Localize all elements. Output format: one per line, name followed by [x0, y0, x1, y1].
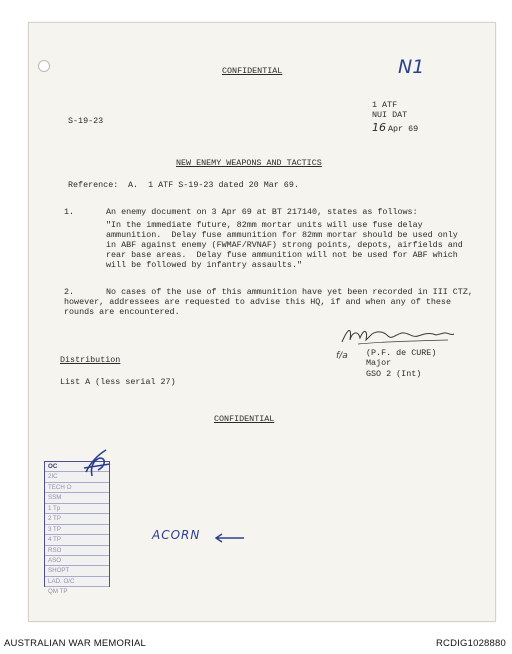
file-reference: S-19-23 [68, 116, 104, 126]
document-title: NEW ENEMY WEAPONS AND TACTICS [176, 158, 322, 168]
quote-line: ammunition. Delay fuse ammunition for 82mm mortar should be used only [106, 230, 458, 240]
signature-scribble [338, 324, 458, 348]
stamp-row: ASO [45, 556, 109, 566]
archive-footer-left: AUSTRALIAN WAR MEMORIAL [4, 638, 147, 649]
date-month-year: Apr 69 [388, 124, 419, 134]
stamp-row: SSM [45, 493, 109, 503]
stamp-row: 2IC [45, 472, 109, 482]
handwritten-arrow-icon [214, 533, 248, 543]
para1-intro: An enemy document on 3 Apr 69 at BT 217140, states as follows: [106, 207, 418, 217]
signatory-appointment: GSO 2 (Int) [366, 369, 422, 379]
quote-line: in ABF against enemy (FWMAF/RVNAF) strong points, depots, airfields and [106, 240, 463, 250]
sender-location: NUI DAT [372, 110, 408, 120]
para2-line: No cases of the use of this ammunition have yet been recorded in III CTZ, [106, 287, 473, 297]
stamp-row: SHOPT [45, 566, 109, 576]
distribution-list: List A (less serial 27) [60, 377, 176, 387]
signature-prefix: f/a [336, 351, 348, 361]
para2-line: however, addressees are requested to advise this HQ, if and when any of these [64, 297, 451, 307]
stamp-row: LAD. O/C [45, 577, 109, 587]
handwritten-acorn-note: ACORN [152, 528, 201, 542]
stamp-row: QM TP [48, 588, 68, 596]
reference-text: A. 1 ATF S-19-23 dated 20 Mar 69. [128, 180, 299, 190]
para2-line: rounds are encountered. [64, 307, 180, 317]
date-day-handwritten: 16 [372, 121, 386, 134]
stamp-row: RSO [45, 546, 109, 556]
sender-unit: 1 ATF [372, 100, 398, 110]
signatory-name: (P.F. de CURE) [366, 348, 437, 358]
stamp-row: 1 Tp [45, 504, 109, 514]
quote-line: "In the immediate future, 82mm mortar units will use fuse delay [106, 220, 423, 230]
stamp-row: TECH O [45, 483, 109, 493]
distribution-heading: Distribution [60, 355, 121, 365]
stamp-row: 2 TP [45, 514, 109, 524]
para2-number: 2. [64, 287, 75, 297]
para1-number: 1. [64, 207, 75, 217]
archive-footer-right: RCDIG1028880 [436, 638, 506, 649]
handwritten-mark: N1 [398, 56, 425, 78]
stamp-row: 3 TP [45, 525, 109, 535]
reference-label: Reference: [68, 180, 119, 190]
quote-line: rear base areas. Delay fuse ammunition will not be used for ABF which [106, 250, 458, 260]
stamp-row: OC [45, 462, 109, 472]
punch-hole [38, 60, 50, 72]
initial-tick-mark [80, 446, 114, 480]
signatory-rank: Major [366, 358, 392, 368]
classification-bottom: CONFIDENTIAL [214, 414, 275, 424]
classification-top: CONFIDENTIAL [222, 66, 283, 76]
quote-line: will be followed by infantry assaults." [106, 260, 303, 270]
stamp-row: 4 TP [45, 535, 109, 545]
